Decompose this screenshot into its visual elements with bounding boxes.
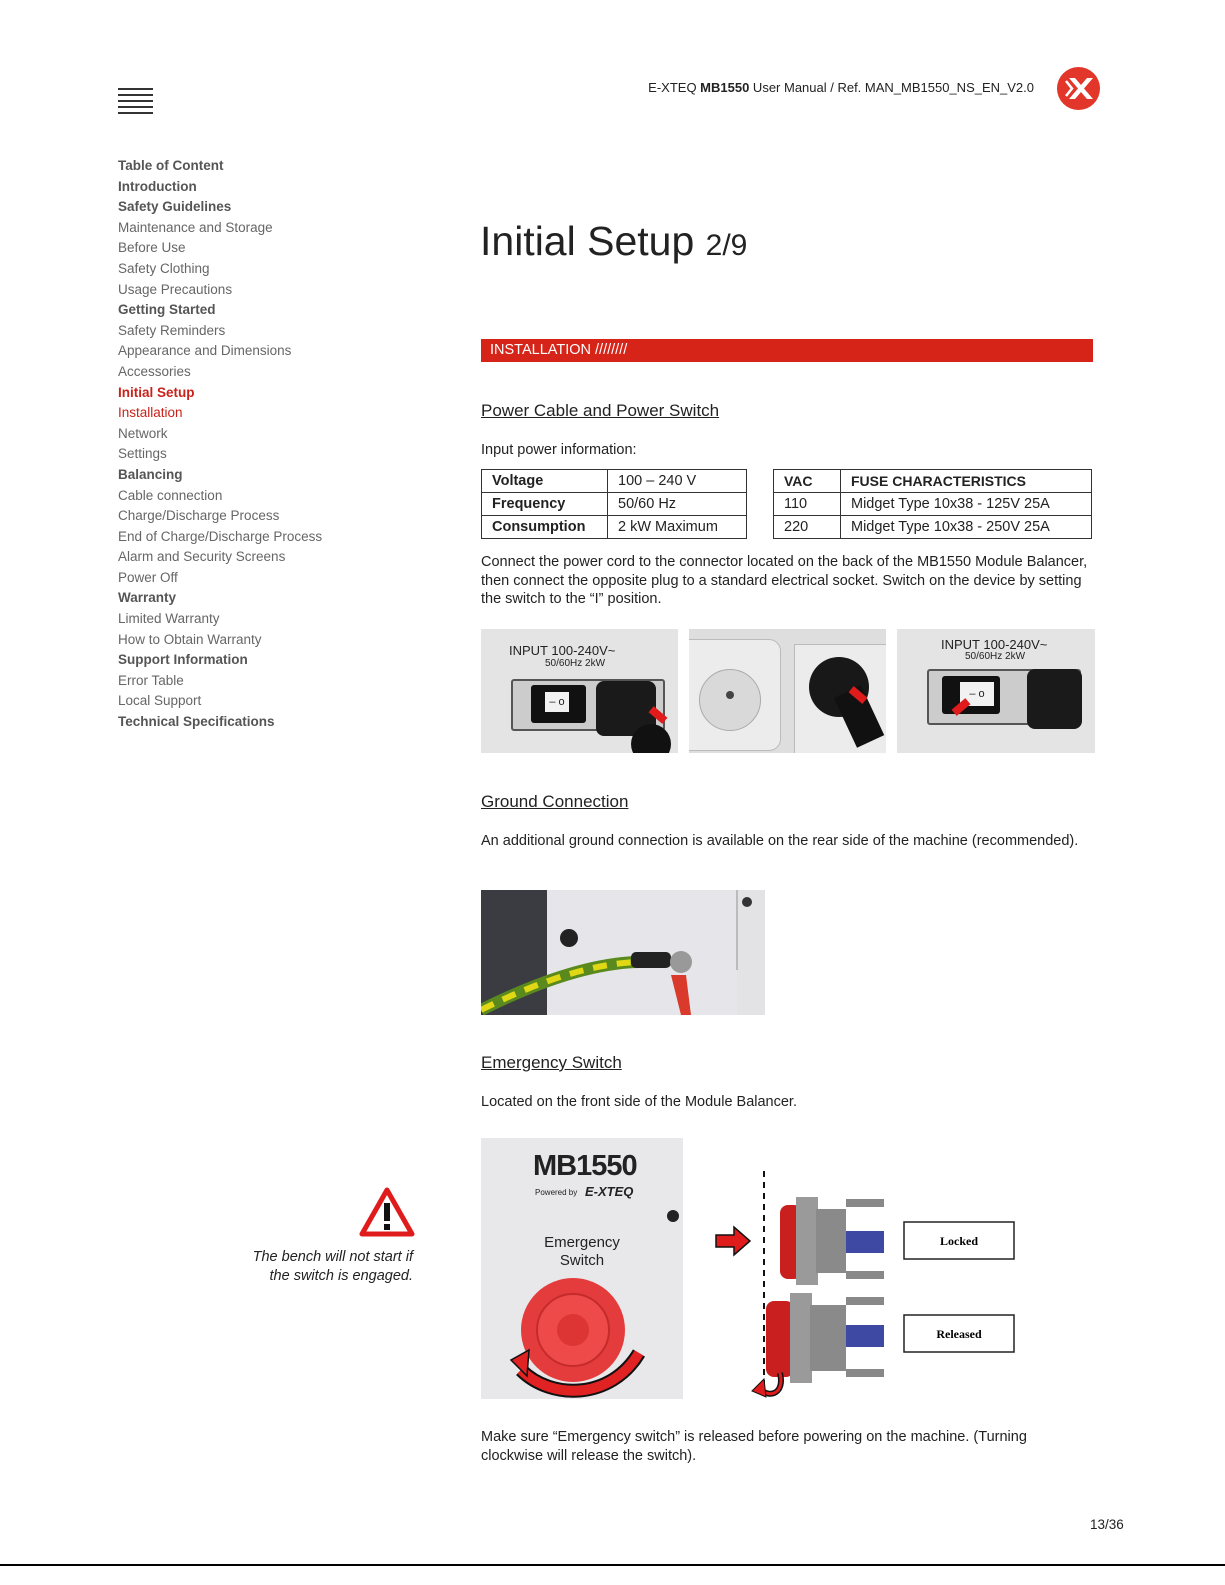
- table-header: FUSE CHARACTERISTICS: [841, 470, 1092, 493]
- toc-item[interactable]: Safety Clothing: [118, 260, 210, 276]
- table-row: [774, 516, 1092, 539]
- toc-item[interactable]: Limited Warranty: [118, 611, 220, 627]
- header-ref: User Manual / Ref. MAN_MB1550_NS_EN_V2.0: [749, 80, 1034, 95]
- table-row: [482, 516, 747, 539]
- power-plug-photo: [689, 629, 886, 753]
- table-row: [774, 493, 1092, 516]
- photo-brand: E-XTEQ: [585, 1184, 634, 1199]
- table-cell: Frequency: [482, 493, 608, 516]
- photo-label: 50/60Hz 2kW: [965, 651, 1026, 662]
- power-heading: Power Cable and Power Switch: [481, 401, 720, 420]
- toc-item[interactable]: Before Use: [118, 240, 186, 256]
- toc-item[interactable]: Safety Guidelines: [118, 199, 232, 215]
- toc-item[interactable]: Getting Started: [118, 302, 216, 318]
- photo-label: Emergency: [544, 1234, 620, 1251]
- warning-icon: [359, 1187, 415, 1237]
- emergency-heading: Emergency Switch: [481, 1053, 622, 1072]
- toc-item[interactable]: Usage Precautions: [118, 281, 233, 297]
- emergency-footer-text: Make sure “Emergency switch” is released before powering on the machine. (Turning clockwise will release the switch).: [481, 1429, 1027, 1464]
- document-header: [648, 80, 1034, 95]
- toc-item[interactable]: Settings: [118, 446, 167, 462]
- toc-item[interactable]: Initial Setup: [118, 384, 195, 400]
- toc-item[interactable]: Power Off: [118, 569, 178, 585]
- power-spec-table: [481, 469, 747, 539]
- fuse-table: [773, 469, 1092, 539]
- photo-label: 50/60Hz 2kW: [545, 658, 606, 669]
- warning-text: The bench will not start if the switch is engaged.: [252, 1249, 413, 1284]
- page-bottom-rule: [0, 1564, 1225, 1566]
- table-cell: 2 kW Maximum: [608, 516, 747, 539]
- toc-item[interactable]: Table of Content: [118, 158, 224, 173]
- photo-powered: Powered by: [535, 1188, 578, 1197]
- table-cell: Midget Type 10x38 - 250V 25A: [841, 516, 1092, 539]
- table-cell: 220: [774, 516, 841, 539]
- released-label: Released: [936, 1327, 982, 1341]
- toc-item[interactable]: Accessories: [118, 363, 191, 379]
- photo-model: MB1550: [533, 1150, 637, 1182]
- ground-photo: [481, 890, 765, 1015]
- toc-item[interactable]: Appearance and Dimensions: [118, 343, 292, 359]
- toc-item[interactable]: How to Obtain Warranty: [118, 631, 262, 647]
- exteq-logo-icon: [1057, 67, 1100, 110]
- toc-item[interactable]: Introduction: [118, 178, 197, 194]
- toc-item[interactable]: Safety Reminders: [118, 322, 226, 338]
- table-header: VAC: [774, 470, 841, 493]
- emergency-switch-photo: [481, 1138, 683, 1399]
- power-text: Connect the power cord to the connector located on the back of the MB1550 Module Balancer, then connect the opposite plug to a standard electrical socket. Switch on the device by setting the switch to the “I” position.: [481, 554, 1088, 607]
- toc-item[interactable]: Cable connection: [118, 487, 223, 503]
- toc-item[interactable]: Technical Specifications: [118, 714, 275, 730]
- power-switch-on-photo: INPUT 100-240V~ 50/60Hz 2kW – o: [897, 629, 1095, 753]
- toc-item[interactable]: Warranty: [118, 590, 177, 606]
- toc-item[interactable]: Installation: [118, 405, 183, 421]
- photo-label: INPUT 100-240V~: [941, 637, 1048, 652]
- toc-item[interactable]: End of Charge/Discharge Process: [118, 528, 323, 544]
- table-cell: Midget Type 10x38 - 125V 25A: [841, 493, 1092, 516]
- page-title-text: Initial Setup: [480, 218, 706, 264]
- toc-item[interactable]: Balancing: [118, 466, 183, 482]
- header-model: MB1550: [700, 80, 750, 95]
- photo-label: Switch: [559, 1252, 605, 1269]
- table-cell: 100 – 240 V: [608, 470, 747, 493]
- table-cell: Voltage: [482, 470, 608, 493]
- toc-item[interactable]: Local Support: [118, 693, 202, 709]
- table-header-row: [774, 470, 1092, 493]
- emergency-switch-diagram: [710, 1165, 1030, 1405]
- table-cell: 110: [774, 493, 841, 516]
- menu-icon[interactable]: [118, 88, 153, 118]
- locked-label: Locked: [939, 1234, 979, 1248]
- ground-text: An additional ground connection is available on the rear side of the machine (recommended).: [481, 833, 1079, 849]
- toc-item[interactable]: Network: [118, 425, 168, 441]
- photo-label: INPUT 100-240V~: [509, 643, 616, 658]
- toc-item[interactable]: Support Information: [118, 652, 248, 668]
- page-title: [480, 218, 747, 265]
- header-brand: E-XTEQ: [648, 80, 701, 95]
- section-banner: INSTALLATION ////////: [481, 339, 1093, 362]
- power-switch-photo: INPUT 100-240V~ 50/60Hz 2kW – o: [481, 629, 678, 753]
- table-of-contents: [118, 156, 418, 733]
- toc-item[interactable]: Alarm and Security Screens: [118, 549, 286, 565]
- ground-heading: Ground Connection: [481, 792, 629, 811]
- toc-item[interactable]: Error Table: [118, 672, 184, 688]
- table-cell: Consumption: [482, 516, 608, 539]
- page-title-counter: 2/9: [705, 229, 748, 262]
- page-number: 13/36: [1090, 1517, 1124, 1532]
- power-intro: Input power information:: [481, 442, 637, 458]
- toc-item[interactable]: Maintenance and Storage: [118, 219, 273, 235]
- emergency-text: Located on the front side of the Module Balancer.: [481, 1094, 797, 1110]
- toc-item[interactable]: Charge/Discharge Process: [118, 508, 280, 524]
- table-cell: 50/60 Hz: [608, 493, 747, 516]
- table-row: [482, 470, 747, 493]
- table-row: [482, 493, 747, 516]
